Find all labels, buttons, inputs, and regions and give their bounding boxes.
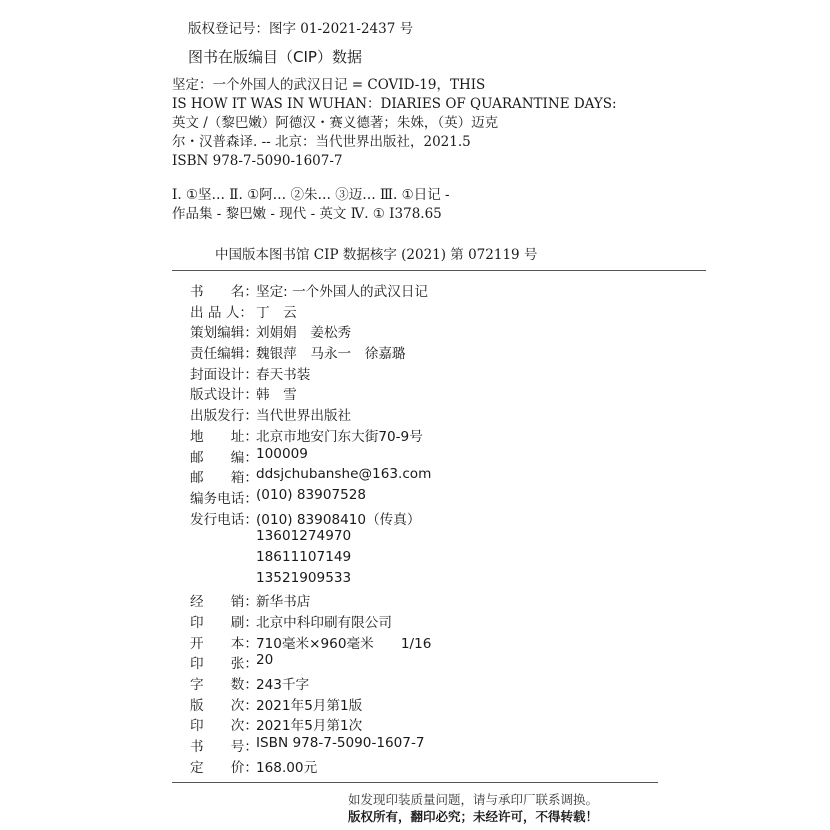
info-label: 地 址：: [190, 428, 258, 445]
quality-notice: 如发现印装质量问题，请与承印厂联系调换。: [348, 792, 599, 807]
info-value: 2021年5月第1版: [256, 697, 363, 714]
info-label: 开 本：: [190, 635, 258, 652]
cip-number: 中国版本图书馆 CIP 数据核字 (2021) 第 072119 号: [215, 247, 538, 263]
info-value: 魏银萍 马永一 徐嘉璐: [256, 346, 406, 363]
cip-line: 坚定：一个外国人的武汉日记 = COVID-19，THIS: [172, 77, 486, 93]
info-label: 出版发行：: [190, 408, 258, 425]
info-label: 字 数：: [190, 677, 258, 694]
cip-title: 图书在版编目（CIP）数据: [188, 48, 362, 66]
info-value: 168.00元: [256, 759, 318, 776]
info-value: 2021年5月第1次: [256, 718, 363, 735]
info-value: 18611107149: [256, 548, 352, 565]
info-value: 北京市地安门东大街70-9号: [256, 428, 423, 445]
info-label: 经 销：: [190, 594, 258, 611]
info-value: 当代世界出版社: [256, 408, 352, 425]
info-label: 印 张：: [190, 656, 258, 673]
rights-notice: 版权所有，翻印必究；未经许可，不得转载！: [348, 809, 599, 824]
cip-line: 英文 /（黎巴嫩）阿德汉・赛义德著；朱姝，（英）迈克: [172, 115, 499, 131]
info-label: 邮 箱：: [190, 470, 258, 487]
info-value: 春天书装: [256, 366, 311, 383]
classification-line: Ⅰ. ①坚… Ⅱ. ①阿… ②朱… ③迈… Ⅲ. ①日记 -: [172, 187, 450, 203]
cip-line: ISBN 978-7-5090-1607-7: [172, 153, 343, 169]
cip-line: IS HOW IT WAS IN WUHAN：DIARIES OF QUARANTINE DAYS:: [172, 96, 617, 112]
info-value: 韩 雪: [256, 387, 297, 404]
cip-line: 尔・汉普森译. -- 北京：当代世界出版社，2021.5: [172, 134, 471, 150]
info-label: 邮 编：: [190, 449, 258, 466]
info-value: 243千字: [256, 677, 310, 694]
info-value: 丁 云: [256, 304, 297, 321]
info-label: 责任编辑：: [190, 346, 258, 363]
info-label: 印 次：: [190, 718, 258, 735]
info-value: ISBN 978-7-5090-1607-7: [256, 735, 425, 752]
info-value: 坚定: 一个外国人的武汉日记: [256, 284, 429, 300]
info-value: ddsjchubanshe@163.com: [256, 466, 432, 483]
info-value: 北京中科印刷有限公司: [256, 615, 392, 631]
cip-classification: [172, 186, 592, 224]
info-value: (010) 83908410（传真）: [256, 511, 421, 528]
info-value: 新华书店: [256, 594, 311, 611]
info-label: 版式设计：: [190, 387, 258, 404]
info-label: 印 刷：: [190, 615, 258, 631]
cip-record: [172, 76, 617, 171]
info-value: 100009: [256, 445, 308, 462]
info-label: 版 次：: [190, 697, 258, 714]
info-label: 出 品 人：: [190, 304, 254, 321]
divider-bottom: [172, 782, 658, 783]
info-value: 710毫米×960毫米 1/16: [256, 635, 432, 652]
info-label: 编务电话：: [190, 490, 258, 507]
info-value: 13601274970: [256, 528, 352, 545]
info-value: 13521909533: [256, 569, 352, 586]
classification-line: 作品集 - 黎巴嫩 - 现代 - 英文 Ⅳ. ① I378.65: [172, 206, 442, 222]
divider-top: [172, 270, 706, 271]
info-label: 书 号：: [190, 739, 258, 756]
info-label: 策划编辑：: [190, 325, 258, 342]
info-label: 书 名：: [190, 284, 258, 300]
info-label: 定 价：: [190, 759, 258, 776]
info-value: 刘娟娟 姜松秀: [256, 325, 352, 342]
info-label: 发行电话：: [190, 511, 258, 528]
info-value: (010) 83907528: [256, 486, 367, 503]
info-value: 20: [256, 652, 274, 669]
copyright-registration: 版权登记号：图字 01-2021-2437 号: [188, 21, 414, 37]
info-label: 封面设计：: [190, 366, 258, 383]
